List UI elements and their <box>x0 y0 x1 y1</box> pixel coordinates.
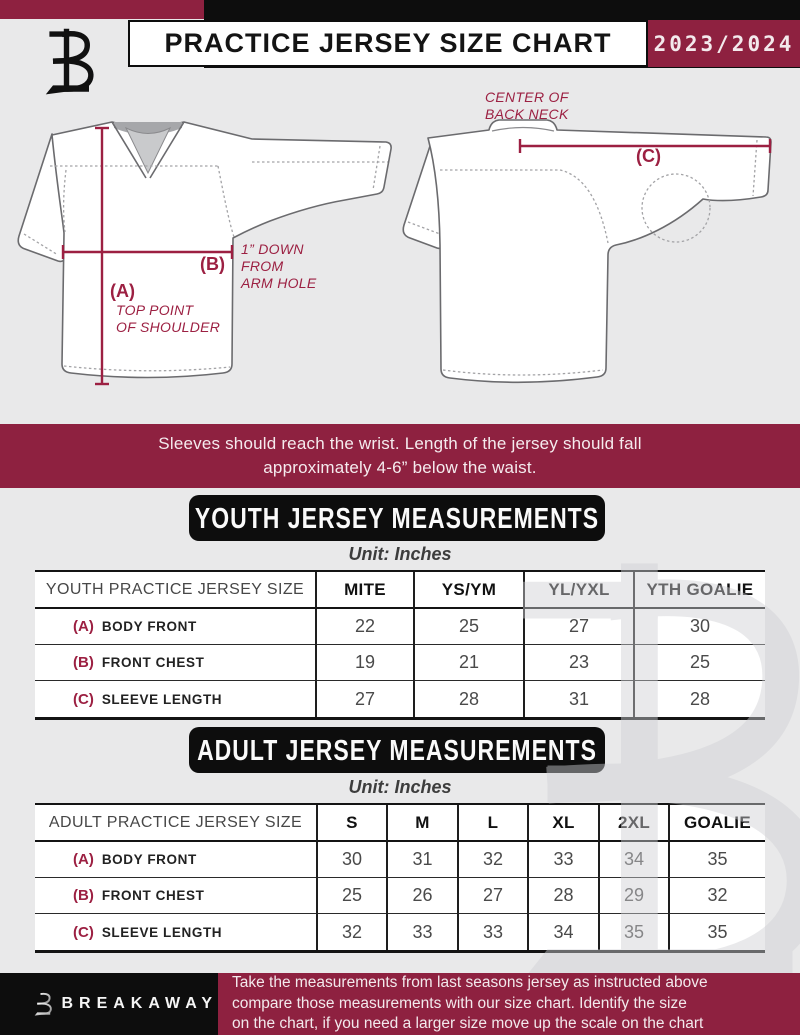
row-title: SLEEVE LENGTH <box>101 924 223 940</box>
table-value: 22 <box>315 609 413 645</box>
table-value: 28 <box>527 878 598 914</box>
table-value: 21 <box>413 645 523 681</box>
table-value: 25 <box>633 645 765 681</box>
table-value: 31 <box>523 681 633 717</box>
row-title: FRONT CHEST <box>101 655 205 670</box>
page-title-box <box>128 20 648 67</box>
row-label <box>35 681 315 717</box>
table-value: 32 <box>316 914 386 950</box>
adult-table-size-header: ADULT PRACTICE JERSEY SIZE <box>35 805 316 842</box>
row-prefix: (B) <box>73 654 94 671</box>
fit-note-line: approximately 4-6” below the waist. <box>263 458 537 477</box>
row-prefix: (A) <box>73 851 94 868</box>
table-value: 35 <box>668 914 765 950</box>
annotation-b-label: (B) <box>200 254 225 274</box>
youth-table-size-header: YOUTH PRACTICE JERSEY SIZE <box>35 572 315 609</box>
fit-note-line: Sleeves should reach the wrist. Length of the jersey should fall <box>158 434 642 453</box>
breakaway-logo-mark <box>44 24 98 100</box>
table-value: 33 <box>527 842 598 878</box>
column-header: S <box>316 805 386 842</box>
footer-brand-block <box>0 973 218 1035</box>
youth-size-table <box>35 570 765 720</box>
table-value: 26 <box>386 878 457 914</box>
season-badge <box>648 20 800 67</box>
fit-note-banner <box>0 424 800 488</box>
adult-unit-label: Unit: Inches <box>348 777 452 797</box>
table-value: 28 <box>633 681 765 717</box>
annotation-a-label: (A) <box>110 281 135 301</box>
front-jersey-diagram <box>0 90 420 400</box>
season-label: 2023/2024 <box>653 31 795 56</box>
annotation-c-label: (C) <box>636 146 661 166</box>
footer-brand-name: BREAKAWAY <box>61 995 218 1012</box>
back-jersey-diagram <box>395 85 800 400</box>
table-value: 32 <box>668 878 765 914</box>
column-header: GOALIE <box>668 805 765 842</box>
row-title: SLEEVE LENGTH <box>101 691 223 707</box>
table-value: 19 <box>315 645 413 681</box>
row-prefix: (C) <box>73 923 94 941</box>
annotation-arm-hole <box>241 241 317 292</box>
youth-unit-label: Unit: Inches <box>348 544 452 564</box>
table-value: 23 <box>523 645 633 681</box>
column-header: M <box>386 805 457 842</box>
table-value: 30 <box>316 842 386 878</box>
footer-instructions <box>218 973 800 1035</box>
row-title: BODY FRONT <box>101 852 197 867</box>
header-maroon-strip <box>0 0 204 19</box>
column-header: L <box>457 805 527 842</box>
table-value: 30 <box>633 609 765 645</box>
row-title: FRONT CHEST <box>101 888 205 903</box>
footer-instruction-line: Take the measurements from last seasons jersey as instructed above <box>232 974 708 992</box>
table-value: 34 <box>598 842 668 878</box>
table-value: 28 <box>413 681 523 717</box>
youth-section-heading-box <box>189 495 605 541</box>
annotation-line: FROM <box>241 258 284 274</box>
column-header: YL/YXL <box>523 572 633 609</box>
page-title: PRACTICE JERSEY SIZE CHART <box>164 28 612 58</box>
table-value: 27 <box>457 878 527 914</box>
table-value: 27 <box>315 681 413 717</box>
table-value: 33 <box>457 914 527 950</box>
logo-upper-bowl <box>56 34 88 61</box>
annotation-line: OF SHOULDER <box>116 319 221 335</box>
annotation-line: CENTER OF <box>485 89 569 105</box>
table-value: 35 <box>598 914 668 950</box>
row-label <box>35 914 316 950</box>
column-header: YS/YM <box>413 572 523 609</box>
row-label <box>35 645 315 681</box>
row-label <box>35 878 316 914</box>
row-label <box>35 842 316 878</box>
footer-logo-mark <box>34 983 53 1025</box>
table-value: 25 <box>316 878 386 914</box>
column-header: YTH GOALIE <box>633 572 765 609</box>
row-prefix: (B) <box>73 887 94 904</box>
column-header: MITE <box>315 572 413 609</box>
logo-lower-bowl <box>56 61 91 89</box>
column-header: 2XL <box>598 805 668 842</box>
table-value: 34 <box>527 914 598 950</box>
table-value: 27 <box>523 609 633 645</box>
adult-section-heading-box <box>189 727 605 773</box>
row-prefix: (A) <box>73 618 94 635</box>
table-value: 33 <box>386 914 457 950</box>
table-value: 31 <box>386 842 457 878</box>
annotation-line: BACK NECK <box>485 106 569 122</box>
youth-section-heading: YOUTH JERSEY MEASUREMENTS <box>194 501 600 534</box>
table-value: 25 <box>413 609 523 645</box>
row-prefix: (C) <box>73 690 94 708</box>
annotation-line: TOP POINT <box>116 302 194 318</box>
footer-instruction-line: compare those measurements with our size chart. Identify the size <box>232 994 687 1012</box>
column-header: XL <box>527 805 598 842</box>
annotation-top-shoulder <box>116 302 220 336</box>
adult-size-table <box>35 803 765 953</box>
table-value: 35 <box>668 842 765 878</box>
row-title: BODY FRONT <box>101 619 197 634</box>
table-value: 29 <box>598 878 668 914</box>
table-value: 32 <box>457 842 527 878</box>
annotation-center-back-neck <box>485 89 569 123</box>
annotation-line: 1” DOWN <box>241 241 304 257</box>
row-label <box>35 609 315 645</box>
annotation-line: ARM HOLE <box>241 275 317 291</box>
footer-instruction-line: on the chart, if you need a larger size move up the scale on the chart <box>232 1015 704 1033</box>
adult-section-heading: ADULT JERSEY MEASUREMENTS <box>197 733 597 766</box>
back-jersey-body <box>428 120 771 382</box>
